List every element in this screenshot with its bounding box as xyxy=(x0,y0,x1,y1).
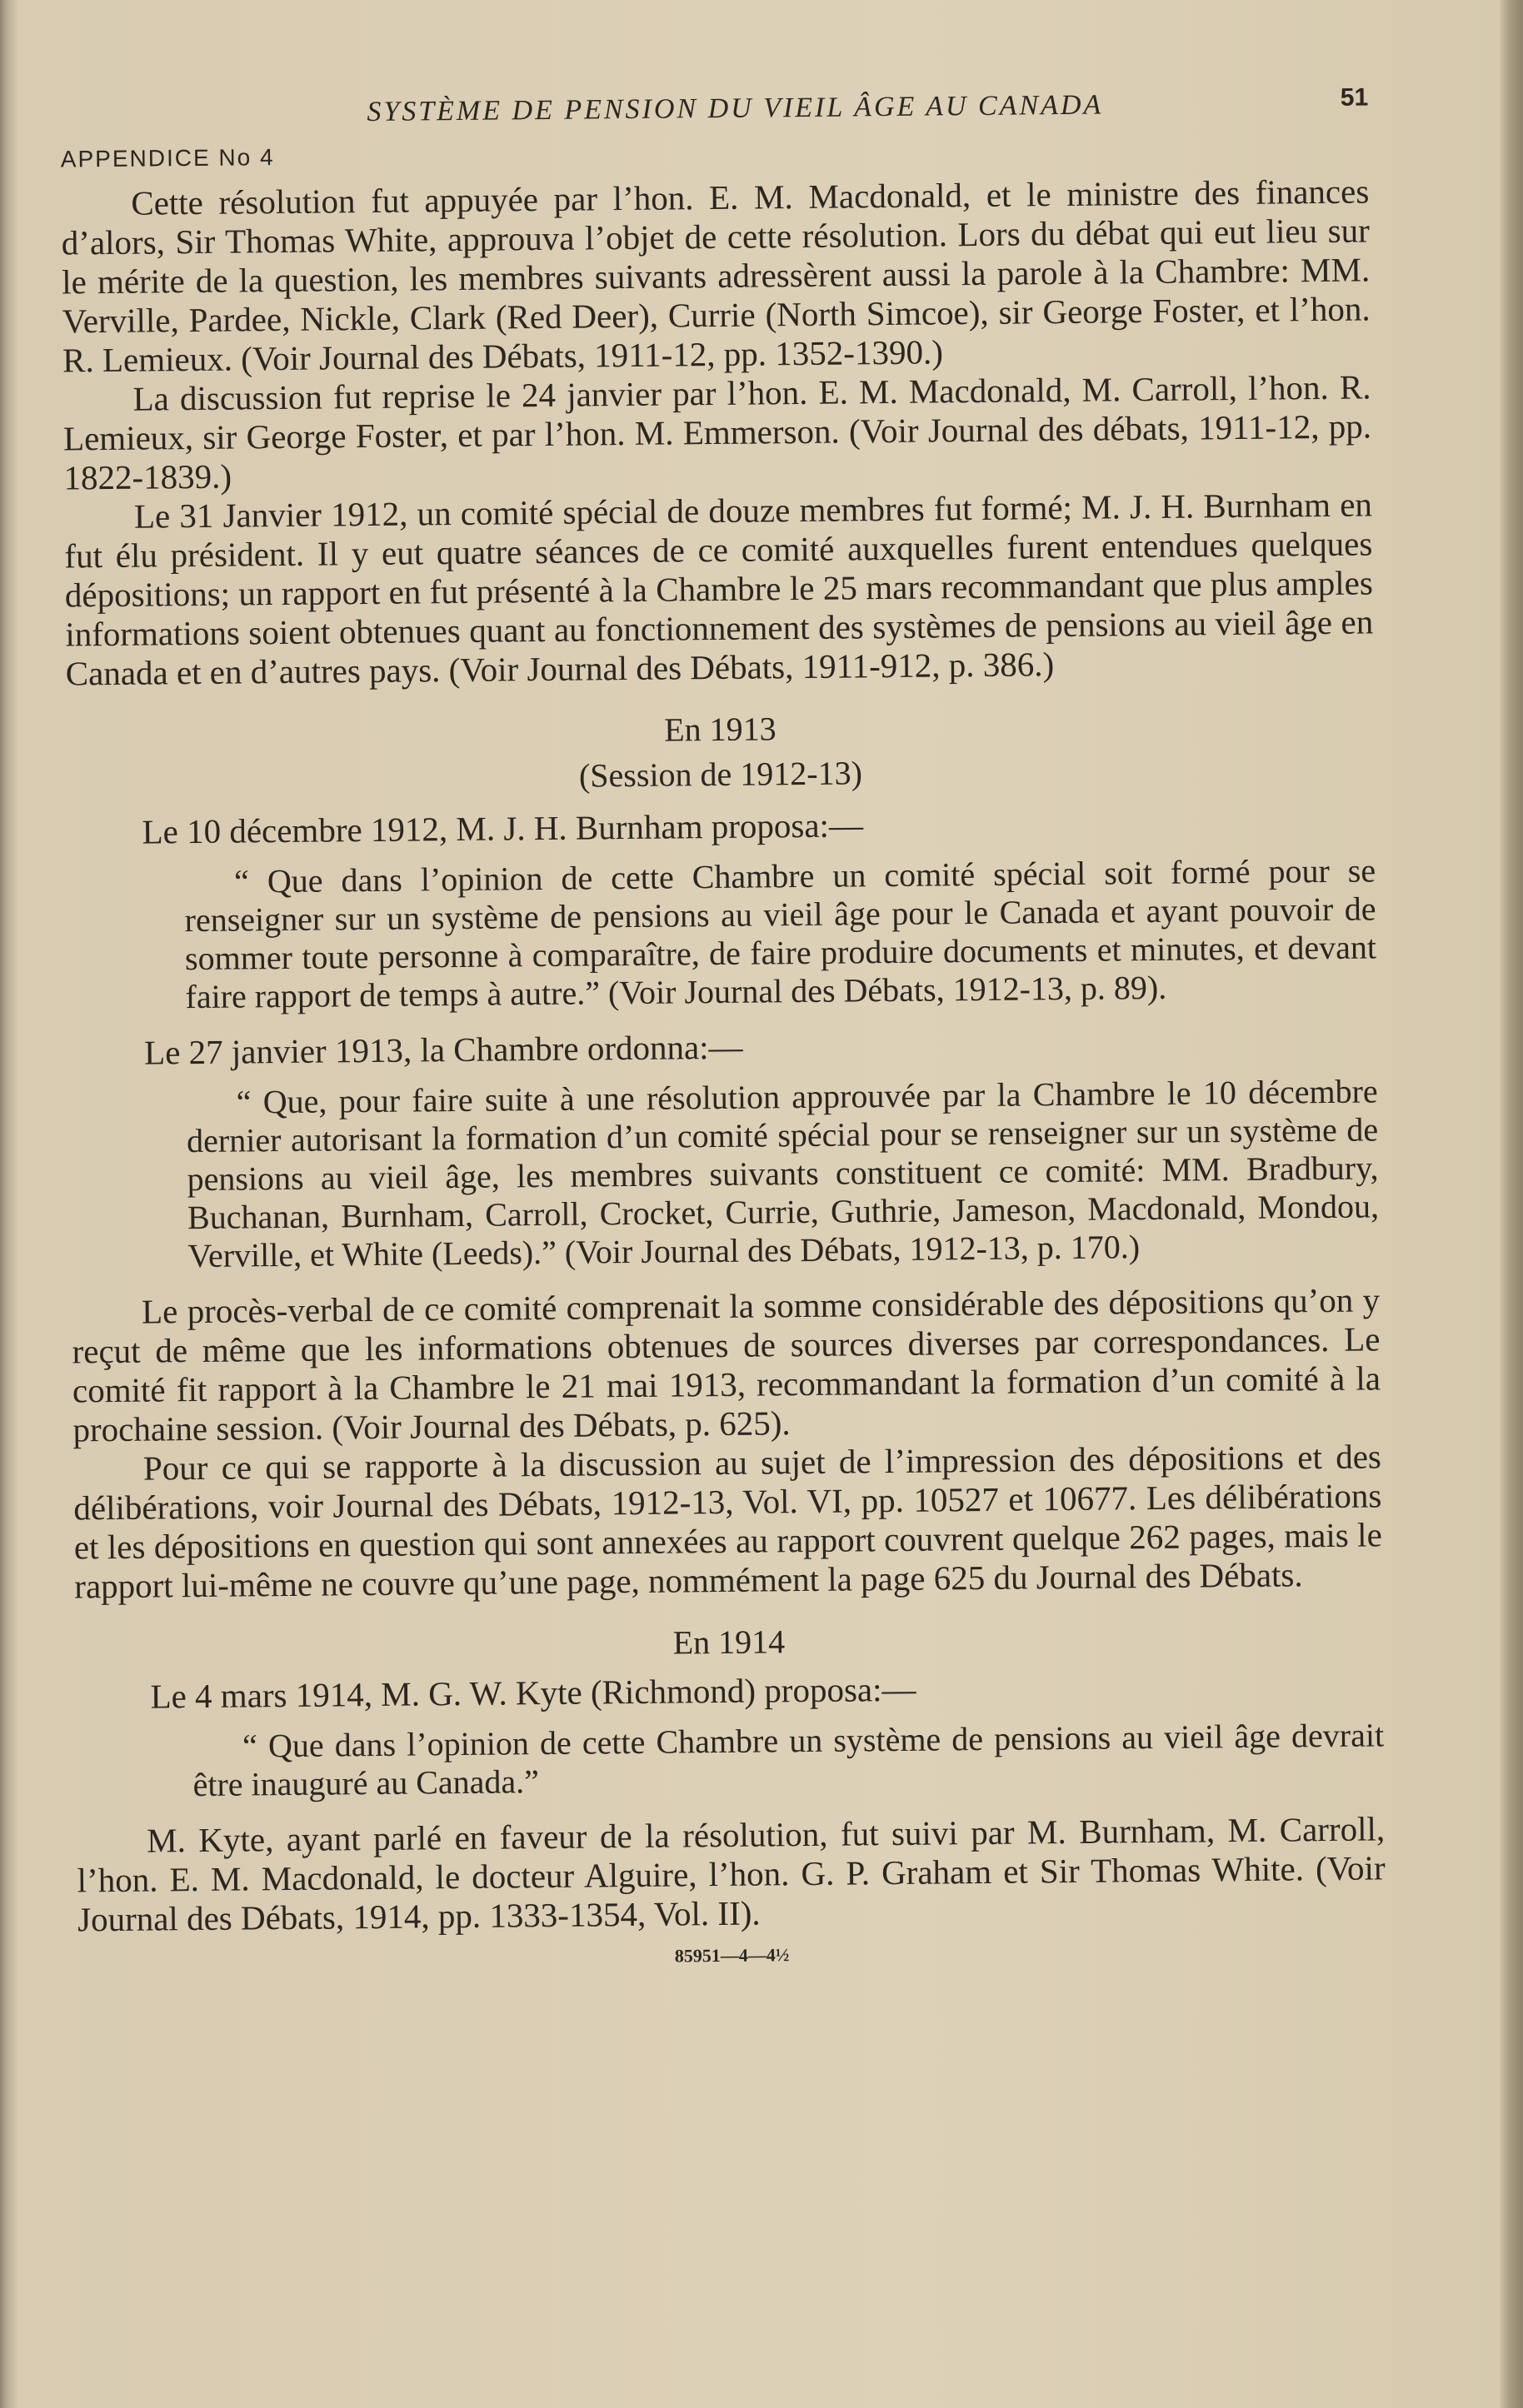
paragraph-discussion-resumed: La discussion fut reprise le 24 janvier par l’hon. E. M. Macdonald, M. Carroll, l’hon. R. Lemieux, sir George Foster, et par l’hon. M. Emmerson. (Voir Journal des débats, 1911-12, pp. 1822-1839.) xyxy=(62,367,1372,497)
paragraph-printing-discussion: Pour ce qui se rapporte à la discussion au sujet de l’impression des dépositions et des délibérations, voir Journal des Débats, 1912-13, Vol. VI, pp. 10527 et 10677. Les délibérations et les dépositions en question qui sont annexées au rapport couvrent quelque 262 pages, mais le rapport lui-même ne couvre qu’une page, nommément la page 625 du Journal des Débats. xyxy=(73,1437,1382,1606)
appendix-label: APPENDICE No 4 xyxy=(60,144,275,172)
section-heading-1914: En 1914 xyxy=(672,1623,786,1662)
motion-intro-1912: Le 10 décembre 1912, M. J. H. Burnham proposa:— xyxy=(142,805,864,851)
section-subheading-1913: (Session de 1912-13) xyxy=(578,754,863,795)
motion-intro-1914: Le 4 mars 1914, M. G. W. Kyte (Richmond) proposa:— xyxy=(150,1669,916,1716)
order-quote-1913: “ Que, pour faire suite à une résolution approuvée par la Chambre le 10 décembre dernier autorisant la formation d’un comité spécial pour se renseigner sur un système de pensions au vieil âge, les membres suivants constituent ce comité: MM. Bradbury, Buchanan, Burnham, Carroll, Crocket, Currie, Guthrie, Jameson, Macdonald, Mondou, Verville, et White (Leeds).” (Voir Journal des Débats, 1912-13, p. 170.) xyxy=(186,1072,1380,1275)
running-title: SYSTÈME DE PENSION DU VIEIL ÂGE AU CANADA xyxy=(367,89,1104,127)
motion-quote-1914: “ Que dans l’opinion de cette Chambre un système de pensions au vieil âge devrait être inauguré au Canada.” xyxy=(192,1716,1385,1804)
page-content xyxy=(60,77,1386,1972)
page-header xyxy=(60,77,1369,139)
print-code: 85951—4—4½ xyxy=(674,1944,790,1967)
paragraph-special-committee-1912: Le 31 Janvier 1912, un comité spécial de douze membres fut formé; M. J. H. Burnham en fut élu président. Il y eut quatre séances de ce comité auxquelles furent entendues quelques dépositions; un rapport en fut présenté à la Chambre le 25 mars recommandant que plus amples informations soient obtenues quant au fonctionnement des systèmes de pensions au vieil âge en Canada et en d’autres pays. (Voir Journal des Débats, 1911-912, p. 386.) xyxy=(64,485,1374,693)
paragraph-kyte-debate: M. Kyte, ayant parlé en faveur de la résolution, fut suivi par M. Burnham, M. Carroll, l’hon. E. M. Macdonald, le docteur Alguire, l’hon. G. P. Graham et Sir Thomas White. (Voir Journal des Débats, 1914, pp. 1333-1354, Vol. II). xyxy=(77,1809,1386,1939)
motion-quote-1912: “ Que dans l’opinion de cette Chambre un comité spécial soit formé pour se renseigner sur un système de pensions au vieil âge pour le Canada et ayant pouvoir de sommer toute personne à comparaître, de faire produire documents et minutes, et devant faire rapport de temps à autre.” (Voir Journal des Débats, 1912-13, p. 89). xyxy=(184,851,1377,1016)
section-heading-1913: En 1913 xyxy=(664,710,776,749)
binding-edge xyxy=(1500,0,1523,2408)
paragraph-proceedings: Le procès-verbal de ce comité comprenait la somme considérable des dépositions qu’on y reçut de même que les informations obtenues de sources diverses par correspondances. Le comité fit rapport à la Chambre le 21 mai 1913, recommandant la formation d’un comité à la prochaine session. (Voir Journal des Débats, p. 625). xyxy=(72,1280,1381,1449)
paragraph-resolution-support: Cette résolution fut appuyée par l’hon. E. M. Macdonald, et le ministre des finances d’alors, Sir Thomas White, approuva l’objet de cette résolution. Lors du débat qui eut lieu sur le mérite de la question, les membres suivants adressèrent aussi la parole à la Chambre: MM. Verville, Pardee, Nickle, Clark (Red Deer), Currie (North Simcoe), sir George Foster, et l’hon. R. Lemieux. (Voir Journal des Débats, 1911-12, pp. 1352-1390.) xyxy=(61,172,1371,380)
order-intro-1913: Le 27 janvier 1913, la Chambre ordonna:— xyxy=(143,1027,743,1072)
page-number: 51 xyxy=(1340,83,1369,112)
